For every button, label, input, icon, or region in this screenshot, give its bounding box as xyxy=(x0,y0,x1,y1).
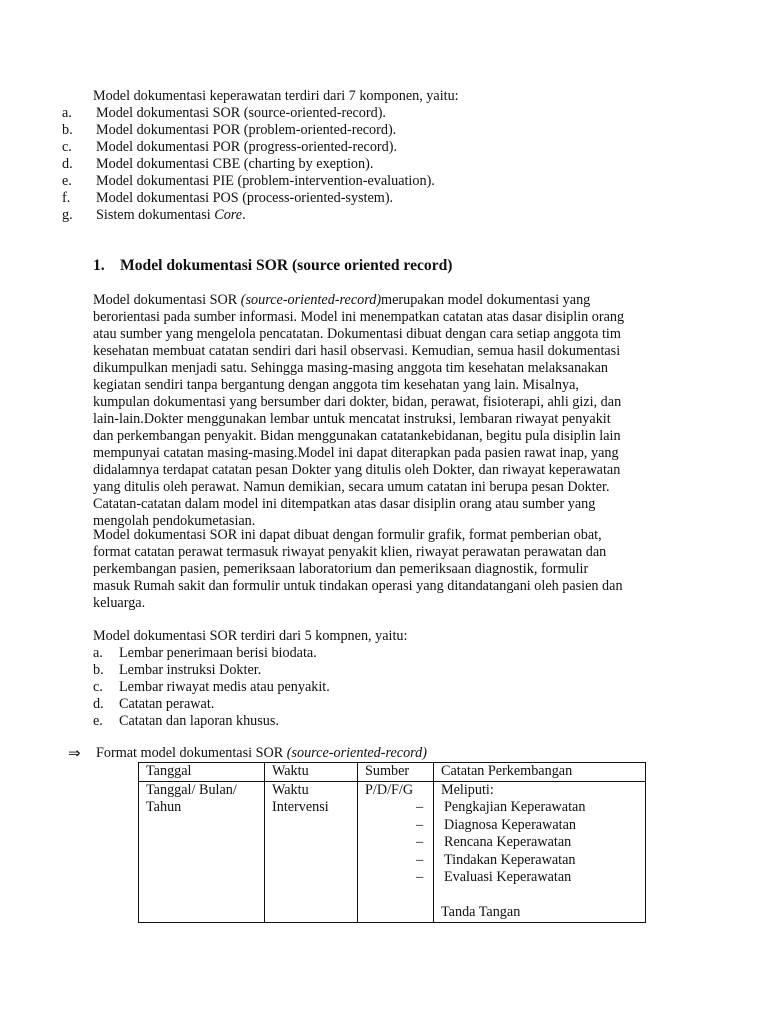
signature-label: Tanda Tangan xyxy=(441,903,521,920)
notes-cell: Meliputi: – Pengkajian Keperawatan – Diagnosa Keperawatan – Rencana Keperawatan – Tindakan Keperawatan – Evaluasi Keperawatan Tanda Tangan xyxy=(434,781,646,923)
list-item: e. Catatan dan laporan khusus. xyxy=(93,713,279,729)
list-item: – Rencana Keperawatan xyxy=(416,834,572,850)
list-item: c. Model dokumentasi POR (progress-oriented-record). xyxy=(62,139,398,155)
list-item: – Diagnosa Keperawatan xyxy=(416,816,576,833)
list-item: b. Model dokumentasi POR (problem-oriented-record). xyxy=(62,122,397,138)
list-item: e. Model dokumentasi PIE (problem-intervention-evaluation). xyxy=(62,173,435,189)
list-item: a. Lembar penerimaan berisi biodata. xyxy=(93,645,317,661)
double-arrow-right-icon: ⇒ xyxy=(68,744,81,762)
list-item: d. Catatan perawat. xyxy=(93,696,215,712)
components-intro: Model dokumentasi keperawatan terdiri dari 7 komponen, yaitu: xyxy=(93,88,459,104)
source-cell: P/D/F/G xyxy=(358,781,434,923)
date-cell: Tanggal/ Bulan/ Tahun xyxy=(139,781,265,923)
sor-format-table xyxy=(138,762,646,923)
sor-components-list xyxy=(93,645,330,730)
list-item: f. Model dokumentasi POS (process-oriented-system). xyxy=(62,190,394,206)
notes-list xyxy=(416,799,645,887)
list-item: g. Sistem dokumentasi Core. xyxy=(62,207,246,223)
sor-forms-paragraph: Model dokumentasi SOR ini dapat dibuat dengan formulir grafik, format pemberian obat, format catatan perawat termasuk riwayat penyakit klien, riwayat perawatan perawatan dan perkembangan pasien, pemeriksaan laboratorium dan pemeriksaan diagnostik, formulir masuk Rumah sakit dan formulir untuk tindakan operasi yang ditandatangani oleh pasien dan keluarga. xyxy=(93,527,623,611)
format-caption: ⇒ Format model dokumentasi SOR (source-oriented-record) xyxy=(68,744,427,762)
sor-components-intro: Model dokumentasi SOR terdiri dari 5 kompnen, yaitu: xyxy=(93,628,408,644)
table-header-row xyxy=(139,763,646,782)
sor-description-paragraph: Model dokumentasi SOR (source-oriented-record)merupakan model dokumentasi yang berorientasi pada sumber informasi. Model ini menempatkan catatan atas dasar disiplin orang atau sumber yang mengelola pencatatan. Dokumentasi dibuat dengan cara setiap anggota tim kesehatan membuat catatan sendiri dari hasil observasi. Kemudian, semua hasil dokumentasi dikumpulkan menjadi satu. Sehingga masing-masing anggota tim kesehatan melaksanakan kegiatan sendiri tanpa bergantung dengan anggota tim kesehatan yang lain. Misalnya, kumpulan dokumentasi yang bersumber dari dokter, bidan, perawat, fisioterapi, ahli gizi, dan lain-lain.Dokter menggunakan lembar untuk mencatat instruksi, lembaran riwayat penyakit dan perkembangan penyakit. Bidan menggunakan catatankebidanan, begitu pula disiplin lain mempunyai catatan masing-masing.Model ini dapat diterapkan pada pasien rawat inap, yang didalamnya terdapat catatan pesan Dokter yang ditulis oleh Dokter, dan riwayat keperawatan yang ditulis oleh perawat. Namun demikian, secara umum catatan ini berupa pesan Dokter. Catatan-catatan dalam model ini ditempatkan atas dasar disiplin orang atau sumber yang mengolah pendokumetasian. xyxy=(93,292,625,529)
list-item: c. Lembar riwayat medis atau penyakit. xyxy=(93,679,330,695)
components-list xyxy=(62,105,435,224)
list-item: d. Model dokumentasi CBE (charting by exeption). xyxy=(62,156,374,172)
list-item: – Evaluasi Keperawatan xyxy=(416,869,572,885)
column-header-notes: Catatan Perkembangan xyxy=(434,763,646,782)
list-item: – Tindakan Keperawatan xyxy=(416,851,576,868)
list-item: b. Lembar instruksi Dokter. xyxy=(93,662,262,678)
column-header-time: Waktu xyxy=(265,763,358,782)
column-header-date: Tanggal xyxy=(139,763,265,782)
time-cell: Waktu Intervensi xyxy=(265,781,358,923)
list-item: – Pengkajian Keperawatan xyxy=(416,799,586,815)
section-heading: 1. Model dokumentasi SOR (source oriented record) xyxy=(93,257,453,274)
list-item: a. Model dokumentasi SOR (source-oriented-record). xyxy=(62,105,386,121)
table-row xyxy=(139,781,646,923)
column-header-source: Sumber xyxy=(358,763,434,782)
